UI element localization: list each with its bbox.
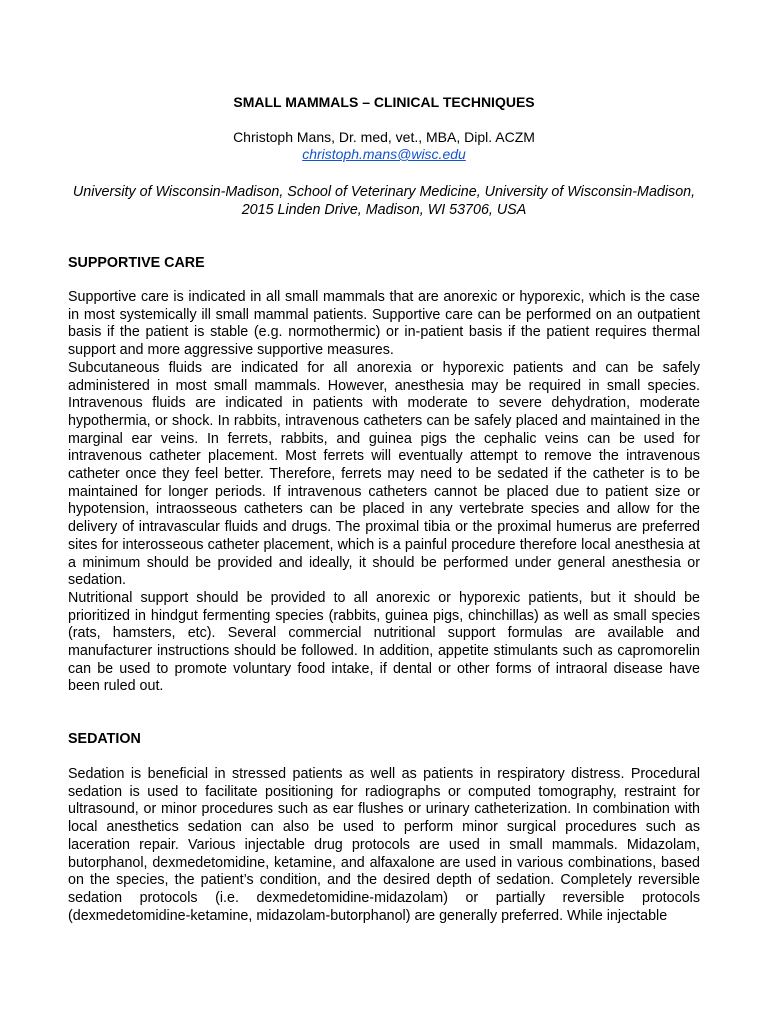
author-affiliation: University of Wisconsin-Madison, School of Veterinary Medicine, University of Wisconsin-Madison, 2015 Linden Drive, Madison, WI 53706, USA (72, 184, 696, 218)
paragraph: Sedation is beneficial in stressed patients as well as patients in respiratory distress. Procedural sedation is used to facilitate positioning for radiographs or computed tomography, restraint for ultrasound, or minor procedures such as ear flushes or urinary catheterization. In combination with local anesthetics sedation can also be used to perform minor surgical procedures such as laceration repair. Various injectable drug protocols are used in small mammals. Midazolam, butorphanol, dexmedetomidine, ketamine, and alfaxalone are used in various combinations, based on the species, the patient’s condition, and the desired depth of sedation. Completely reversible sedation protocols (i.e. dexmedetomidine-midazolam) or partially reversible protocols (dexmedetomidine-ketamine, midazolam-butorphanol) are generally preferred. While injectable (68, 766, 700, 924)
author-name: Christoph Mans, Dr. med, vet., MBA, Dipl. ACZM (233, 129, 535, 145)
paragraph: Nutritional support should be provided to all anorexic or hyporexic patients, but it should be prioritized in hindgut fermenting species (rabbits, guinea pigs, chinchillas) as well as small species (rats, hamsters, etc). Several commercial nutritional support formulas are available and manufacturer instructions should be followed. In addition, appetite stimulants such as capromorelin can be used to promote voluntary food intake, if dental or other forms of intraoral disease have been ruled out. (68, 589, 700, 695)
section-body-supportive-care (68, 289, 700, 696)
section-body-sedation (68, 766, 700, 925)
section-heading-sedation: SEDATION (68, 731, 141, 747)
author-block (0, 129, 768, 163)
paragraph: Supportive care is indicated in all small mammals that are anorexic or hyporexic, which is the case in most systemically ill small mammal patients. Supportive care can be performed on an outpatient basis if the patient is stable (e.g. normothermic) or in-patient basis if the patient requires thermal support and more aggressive supportive measures. (68, 289, 700, 359)
paragraph: Subcutaneous fluids are indicated for all anorexia or hyporexic patients and can be safely administered in most small mammals. However, anesthesia may be required in small species. Intravenous fluids are indicated in patients with moderate to severe dehydration, moderate hypothermia, or shock. In rabbits, intravenous catheters can be safely placed and maintained in the marginal ear veins. In ferrets, rabbits, and guinea pigs the cephalic veins can be used for intravenous catheter placement. Most ferrets will eventually attempt to remove the intravenous catheter once they feel better. Therefore, ferrets may need to be sedated if the catheter is to be maintained for longer periods. If intravenous catheters cannot be placed due to patient size or hypotension, intraosseous catheters can be placed in any vertebrate species and allow for the delivery of intravascular fluids and drugs. The proximal tibia or the proximal humerus are preferred sites for interosseous catheter placement, which is a painful procedure therefore local anesthesia at a minimum should be provided and ideally, it should be performed under general anesthesia or sedation. (68, 359, 700, 589)
section-heading-supportive-care: SUPPORTIVE CARE (68, 255, 205, 271)
document-title: SMALL MAMMALS – CLINICAL TECHNIQUES (233, 94, 535, 110)
author-email-link[interactable]: christoph.mans@wisc.edu (302, 146, 466, 162)
